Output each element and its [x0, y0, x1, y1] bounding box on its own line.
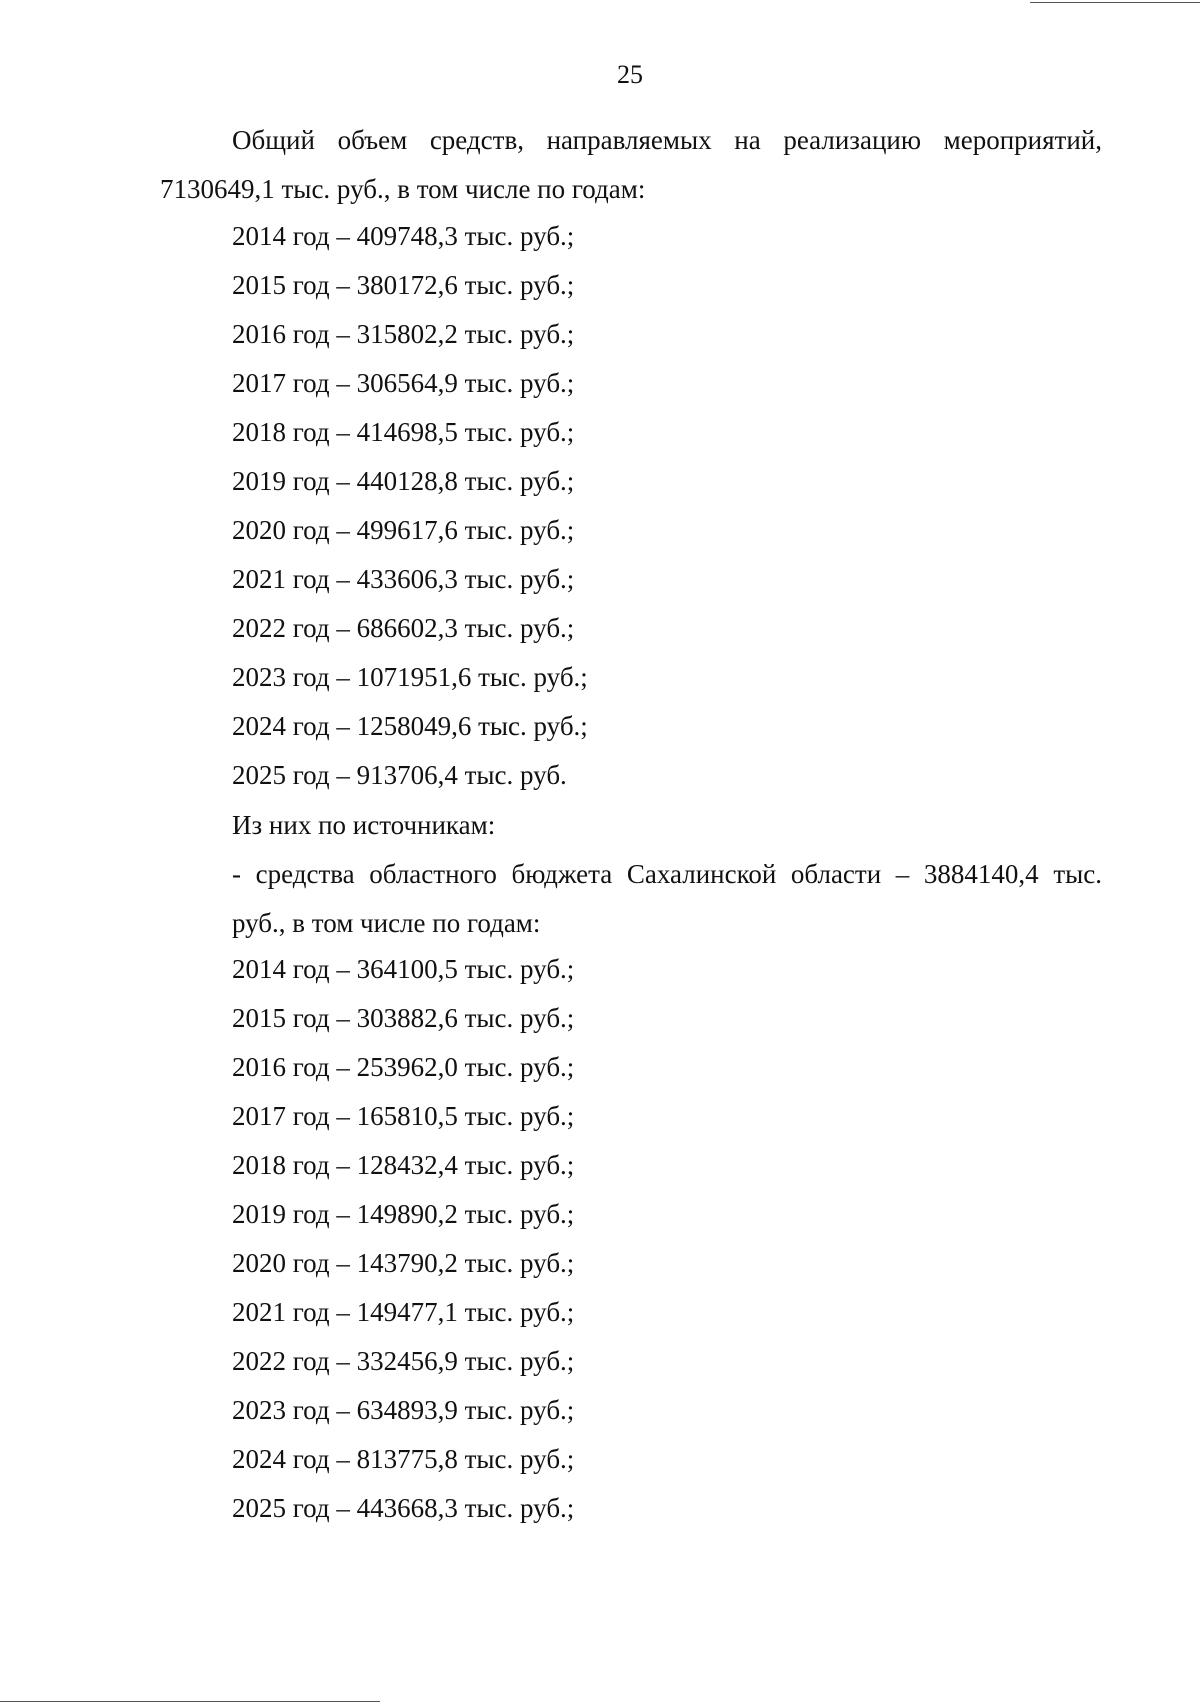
intro-line-1: Общий объем средств, направляемых на реализацию мероприятий, [232, 125, 1102, 155]
list-item: 2020 год – 143790,2 тыс. руб.; [232, 1248, 575, 1278]
regional-budget-by-year-list [232, 945, 574, 1533]
list-item: 2018 год – 128432,4 тыс. руб.; [232, 1150, 575, 1180]
scan-edge-line-top [1030, 2, 1200, 3]
list-item: 2019 год – 149890,2 тыс. руб.; [232, 1199, 575, 1229]
list-item: 2025 год – 913706,4 тыс. руб. [232, 760, 567, 790]
list-item: 2023 год – 634893,9 тыс. руб.; [232, 1395, 575, 1425]
list-item: 2015 год – 303882,6 тыс. руб.; [232, 1003, 575, 1033]
list-item: 2023 год – 1071951,6 тыс. руб.; [232, 662, 588, 692]
list-item: 2022 год – 686602,3 тыс. руб.; [232, 613, 575, 643]
list-item: 2019 год – 440128,8 тыс. руб.; [232, 466, 575, 496]
list-item: 2017 год – 165810,5 тыс. руб.; [232, 1101, 575, 1131]
list-item: 2021 год – 149477,1 тыс. руб.; [232, 1297, 575, 1327]
list-item: 2017 год – 306564,9 тыс. руб.; [232, 368, 575, 398]
list-item: 2016 год – 315802,2 тыс. руб.; [232, 319, 575, 349]
scan-edge-line-bottom [0, 1701, 380, 1702]
list-item: 2024 год – 1258049,6 тыс. руб.; [232, 711, 588, 741]
sources-heading: Из них по источникам: [232, 810, 496, 840]
list-item: 2020 год – 499617,6 тыс. руб.; [232, 515, 575, 545]
list-item: 2022 год – 332456,9 тыс. руб.; [232, 1346, 575, 1376]
total-by-year-list [232, 212, 588, 800]
list-item: 2021 год – 433606,3 тыс. руб.; [232, 564, 575, 594]
list-item: 2024 год – 813775,8 тыс. руб.; [232, 1444, 575, 1474]
list-item: 2018 год – 414698,5 тыс. руб.; [232, 417, 575, 447]
regional-budget-line-2: руб., в том числе по годам: [232, 908, 541, 938]
list-item: 2016 год – 253962,0 тыс. руб.; [232, 1052, 575, 1082]
list-item: 2025 год – 443668,3 тыс. руб.; [232, 1493, 575, 1523]
page-number: 25 [617, 60, 643, 89]
regional-budget-line-1: - средства областного бюджета Сахалинской области – 3884140,4 тыс. [232, 859, 1102, 889]
intro-line-2: 7130649,1 тыс. руб., в том числе по годам: [160, 174, 646, 204]
list-item: 2014 год – 364100,5 тыс. руб.; [232, 954, 575, 984]
list-item: 2014 год – 409748,3 тыс. руб.; [232, 221, 575, 251]
list-item: 2015 год – 380172,6 тыс. руб.; [232, 270, 575, 300]
